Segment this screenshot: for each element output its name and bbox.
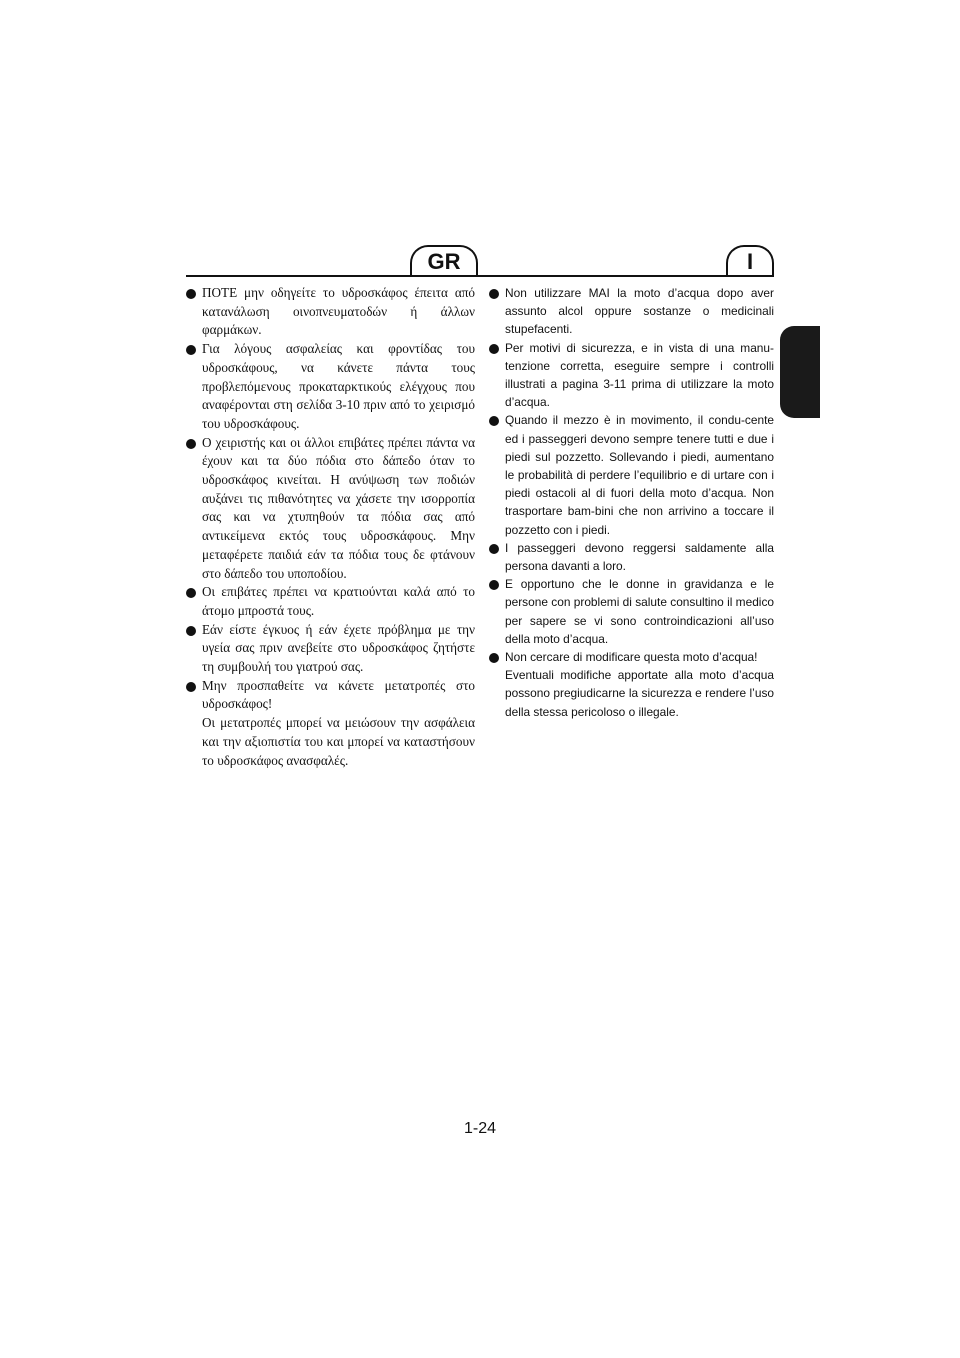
greek-item-text: Για λόγους ασφαλείας και φροντίδας του υδροσκάφους, να κάνετε πάντα τους προβλεπόμενους προκαταρκτικούς ελέγχους που αναφέρονται στη σελίδα 3-10 πριν από το χειρισμό του υδροσκάφους.	[202, 341, 475, 431]
list-item	[186, 340, 475, 434]
greek-item-text: Μην προσπαθείτε να κάνετε μετατροπές στο υδροσκάφος!	[202, 677, 475, 712]
list-item	[489, 411, 774, 538]
bullet-icon	[186, 289, 196, 299]
bullet-icon	[489, 416, 499, 426]
bullet-icon	[186, 626, 196, 636]
bullet-icon	[186, 682, 196, 692]
greek-item-text: Εάν είστε έγκυος ή εάν έχετε πρόβλημα με την υγεία σας πριν ανεβείτε στο υδροσκάφος ζητήστε τη συμβουλή του γιατρού σας.	[202, 621, 475, 675]
italian-item-text: E opportuno che le donne in gravidanza e le persone con problemi di salute consultino il medico per sapere se vi sono controindicazioni all’uso della moto d’acqua.	[505, 577, 775, 646]
language-badge-greek: GR	[410, 245, 478, 275]
header-rule	[186, 275, 774, 277]
italian-item-subtext: Eventuali modifiche apportate alla moto d’acqua possono pregiudicarne la sicurezza e rendere l’uso della stessa pericoloso o illegale.	[505, 668, 774, 719]
list-item	[489, 648, 774, 721]
bullet-icon	[489, 344, 499, 354]
italian-bullet-list	[489, 284, 774, 721]
list-item	[186, 621, 475, 677]
list-item	[186, 583, 475, 620]
list-item	[489, 539, 774, 575]
language-badge-italian: I	[726, 245, 774, 275]
list-item	[186, 677, 475, 771]
page-number: 1-24	[463, 1120, 497, 1137]
bullet-icon	[489, 289, 499, 299]
italian-item-text: Quando il mezzo è in movimento, il condu-cente ed i passeggeri devono sempre tenere tutti e due i piedi sul pozzetto. Sollevando i piedi, aumentano le probabilità di perdere l’equilibrio e di urtare con i piedi ostacoli al di fuori della moto d’acqua. Non trasportare bam-bini che non arrivino a toccare il pozzetto con i piedi.	[505, 413, 774, 537]
list-item	[186, 284, 475, 340]
list-item	[489, 575, 774, 648]
list-item	[489, 339, 774, 412]
greek-item-text: Οι επιβάτες πρέπει να κρατιούνται καλά από το άτομο μπροστά τους.	[202, 584, 475, 618]
bullet-icon	[489, 580, 499, 590]
bullet-icon	[186, 588, 196, 598]
italian-item-text: Per motivi di sicurezza, e in vista di una manu-tenzione corretta, eseguire sempre i controlli illustrati a pagina 3-11 prima di utilizzare la moto d’acqua.	[505, 340, 774, 410]
italian-item-text: I passeggeri devono reggersi saldamente alla persona davanti a loro.	[505, 540, 774, 574]
list-item	[489, 284, 774, 339]
bullet-icon	[186, 345, 196, 355]
chapter-side-tab	[780, 326, 820, 418]
bullet-icon	[489, 653, 499, 663]
list-item	[186, 434, 475, 584]
bullet-icon	[186, 439, 196, 449]
greek-bullet-list	[186, 284, 475, 770]
greek-item-text: ΠΟΤΕ μην οδηγείτε το υδροσκάφος έπειτα από κατανάλωση οινοπνευματοδών ή άλλων φαρμάκων.	[202, 285, 475, 338]
greek-column	[186, 284, 475, 770]
greek-item-subtext: Οι μετατροπές μπορεί να μειώσουν την ασφάλεια και την αξιοπιστία του και μπορεί να καταστήσουν το υδροσκάφος ανασφαλές.	[202, 715, 475, 768]
italian-item-text: Non utilizzare MAI la moto d’acqua dopo aver assunto alcol oppure sostanze o medicinali stupefacenti.	[505, 286, 774, 337]
bullet-icon	[489, 544, 499, 554]
italian-column	[489, 284, 774, 721]
greek-item-text: Ο χειριστής και οι άλλοι επιβάτες πρέπει πάντα να έχουν και τα δύο πόδια στο δάπεδο όταν το υδροσκάφος κινείται. Η ανύψωση των ποδιών αυξάνει τις πιθανότητες να χάσετε την ισορροπία σας και να χτυπηθούν τα πόδια σας από αντικείμενα εκτός τους υδροσκάφους. Μην μεταφέρετε παιδιά εάν τα πόδια τους δε φτάνουν στο δάπεδο του υποποδίου.	[202, 434, 475, 581]
italian-item-text: Non cercare di modificare questa moto d’acqua!	[505, 650, 758, 665]
